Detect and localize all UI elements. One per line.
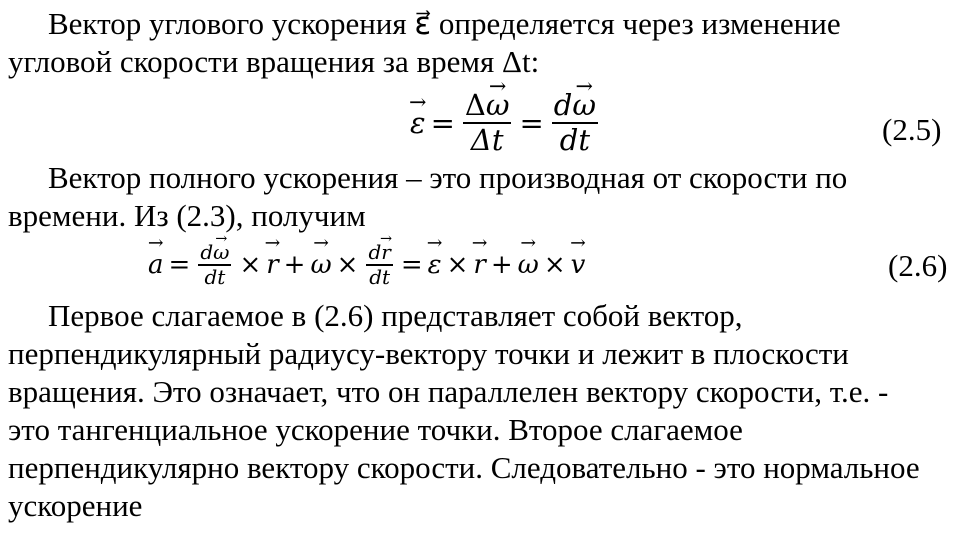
- cross-sign: ×: [239, 250, 262, 280]
- paragraph3-line5: [8, 450, 920, 486]
- paragraph2-line2-text: времени. Из (2.3), получим: [8, 198, 366, 233]
- paragraph3-line4-text: это тангенциальное ускорение точки. Второе слагаемое: [8, 412, 743, 447]
- paragraph2-line2: [8, 198, 366, 234]
- v-vector: v →: [571, 247, 586, 283]
- paragraph1-line2: [8, 44, 539, 80]
- cross-sign: ×: [336, 250, 359, 280]
- paragraph3-line6-text: ускорение: [8, 488, 143, 523]
- fraction-denominator: dt: [559, 123, 591, 157]
- paragraph3-line1: [48, 298, 743, 334]
- fraction-delta-omega-over-delta-t: [463, 89, 512, 158]
- equation-2-5: [410, 86, 601, 160]
- r-vector: r →: [266, 247, 278, 283]
- plus-sign: +: [283, 250, 306, 280]
- paragraph3-line2: [8, 336, 849, 372]
- equation-number-2-5: (2.5): [882, 112, 942, 147]
- paragraph1-line2-text: угловой скорости вращения за время Δt:: [8, 44, 540, 79]
- fraction-denominator: Δt: [470, 123, 504, 157]
- omega-vector: ω →: [213, 241, 229, 264]
- fraction-numerator: [463, 89, 512, 124]
- equation-2-6: [148, 234, 585, 296]
- fraction-numerator: [552, 89, 598, 124]
- omega-vector: ω →: [572, 89, 596, 122]
- paragraph1-line1: [48, 6, 841, 42]
- equals-sign: =: [400, 250, 423, 280]
- plus-sign: +: [490, 250, 513, 280]
- epsilon-vector: ε →: [428, 247, 442, 283]
- paragraph3-line6: [8, 488, 142, 524]
- fraction-d-omega-over-dt: [552, 89, 598, 158]
- equals-sign: =: [430, 106, 455, 140]
- omega-vector: ω →: [518, 247, 539, 283]
- d-symbol: d: [368, 240, 382, 264]
- epsilon-vector: ε →: [410, 105, 426, 141]
- paragraph3-line1-text: Первое слагаемое в (2.6) представляет собой вектор,: [48, 298, 743, 333]
- a-vector: a →: [148, 247, 164, 283]
- paragraph3-line4: [8, 412, 743, 448]
- delta-symbol: Δ: [464, 87, 486, 122]
- paragraph1-line1-text: Вектор углового ускорения ε⃗ определяется через изменение: [48, 6, 841, 41]
- paragraph3-line3: [8, 374, 888, 410]
- equation-number-2-6: (2.6): [888, 248, 948, 283]
- paragraph3-line3-text: вращения. Это означает, что он параллелен вектору скорости, т.е. -: [8, 374, 889, 409]
- cross-sign: ×: [446, 250, 469, 280]
- d-symbol: d: [553, 87, 573, 122]
- r-vector: r →: [473, 247, 485, 283]
- fraction-numerator: [366, 241, 392, 266]
- cross-sign: ×: [543, 250, 566, 280]
- omega-vector: ω →: [486, 89, 510, 122]
- r-vector: r →: [381, 241, 391, 264]
- paragraph2-line1: [48, 160, 847, 196]
- paragraph2-line1-text: Вектор полного ускорения – это производная от скорости по: [48, 160, 848, 195]
- omega-vector: ω →: [310, 247, 331, 283]
- fraction-d-omega-over-dt: [198, 241, 231, 289]
- equals-sign: =: [168, 250, 191, 280]
- fraction-denominator: dt: [204, 265, 226, 289]
- equals-sign: =: [519, 106, 544, 140]
- fraction-dr-over-dt: [366, 241, 392, 289]
- fraction-numerator: [198, 241, 231, 266]
- fraction-denominator: dt: [369, 265, 391, 289]
- paragraph3-line2-text: перпендикулярный радиусу-вектору точки и лежит в плоскости: [8, 336, 849, 371]
- paragraph3-line5-text: перпендикулярно вектору скорости. Следовательно - это нормальное: [8, 450, 920, 485]
- d-symbol: d: [200, 240, 214, 264]
